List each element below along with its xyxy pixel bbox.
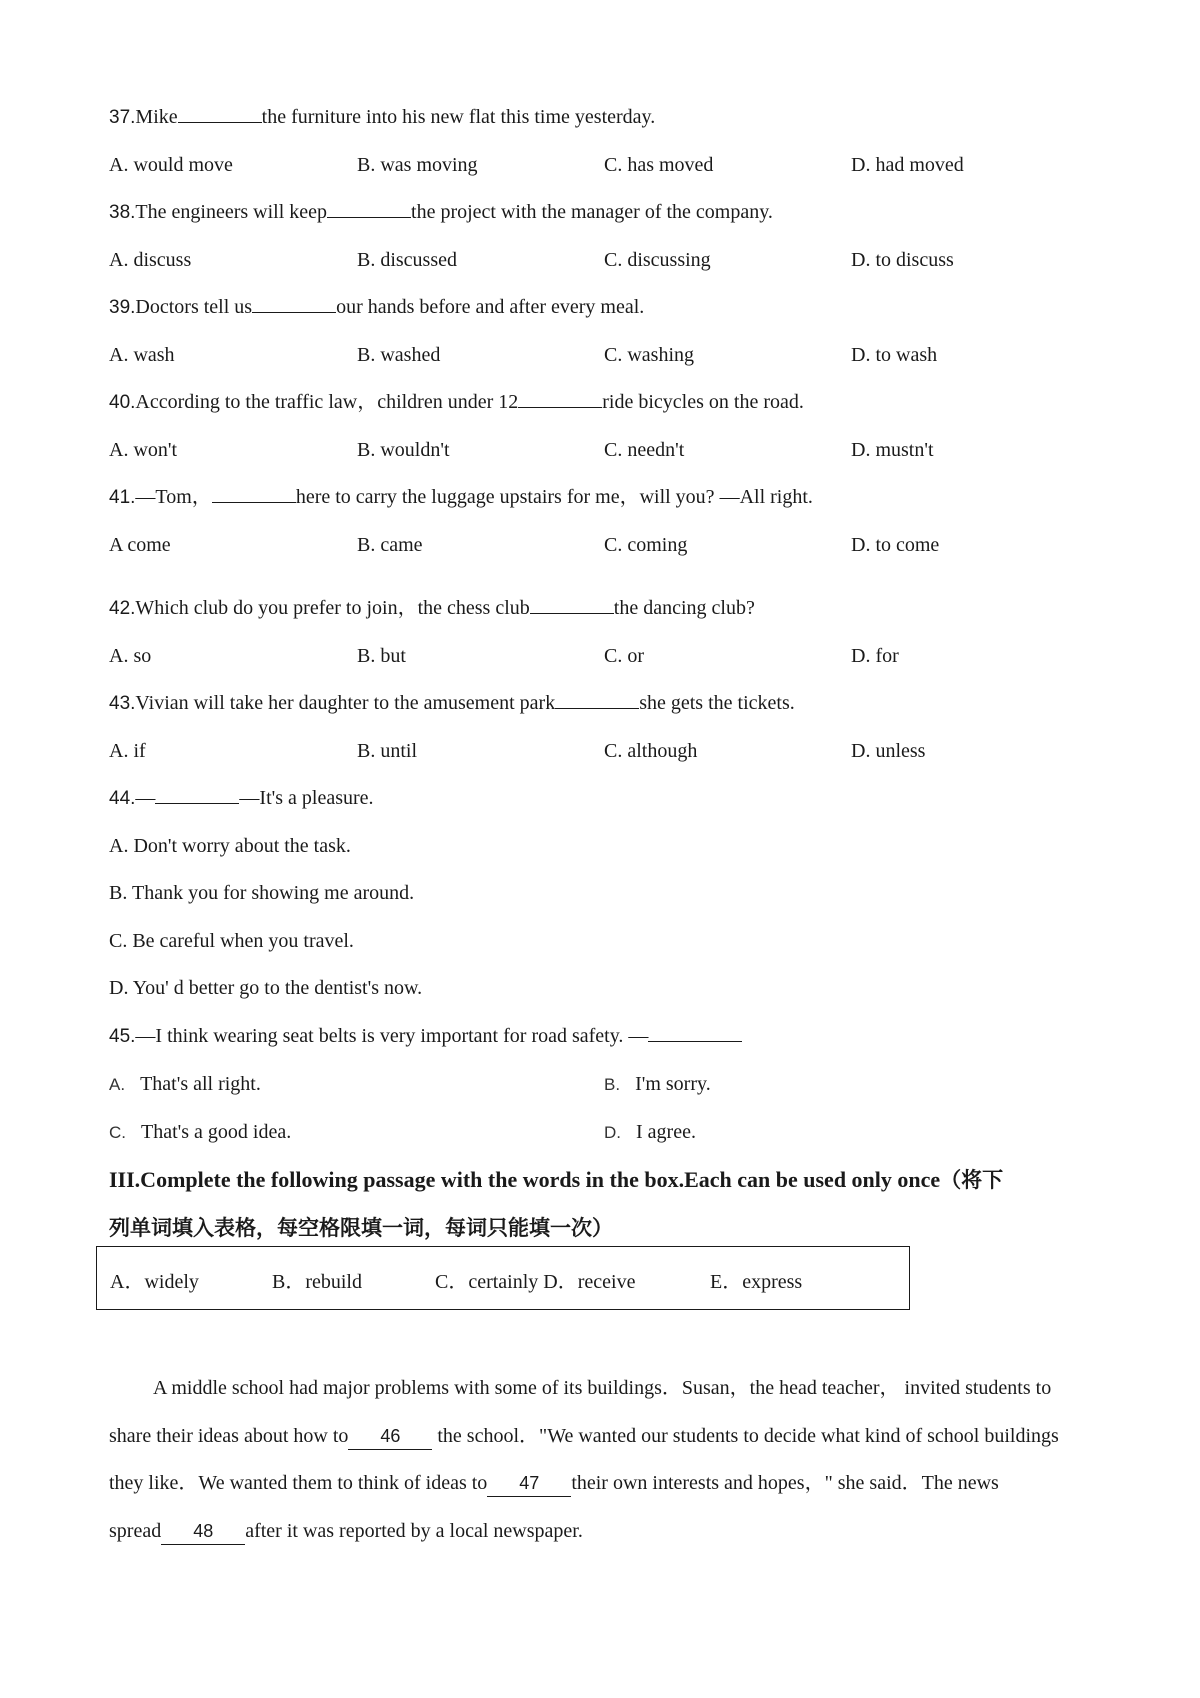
option-b: B. Thank you for showing me around. [109, 882, 415, 904]
option-b: B. was moving [357, 154, 478, 176]
option-b: B. came [357, 534, 423, 556]
answer-blank [252, 294, 336, 313]
question-text: Which club do you prefer to join，the chess club [135, 597, 530, 619]
question-37-stem [109, 104, 655, 131]
option-b: B. until [357, 740, 418, 762]
question-text: she gets the tickets. [639, 692, 795, 714]
answer-blank [212, 484, 296, 503]
question-text: Mike [135, 106, 178, 128]
numbered-blank: 47 [487, 1470, 571, 1497]
question-text: —It's a pleasure. [239, 787, 374, 809]
question-38-stem [109, 199, 773, 226]
question-text: the project with the manager of the company. [411, 201, 773, 223]
answer-blank [530, 595, 614, 614]
option-a: A. wash [109, 344, 175, 366]
answer-blank [155, 785, 239, 804]
option-d: D. for [851, 645, 899, 667]
question-number: 39. [109, 297, 136, 318]
question-42-stem [109, 595, 755, 622]
question-text: the dancing club? [613, 597, 755, 619]
passage-line [109, 1470, 999, 1497]
option-d: D. You' d better go to the dentist's now. [109, 977, 423, 999]
option-text: I agree. [636, 1121, 696, 1143]
option-text: That's a good idea. [141, 1121, 292, 1143]
numbered-blank: 46 [348, 1423, 432, 1450]
section-title-english: III.Complete the following passage with the words in the box.Each can be used only once [109, 1167, 941, 1192]
option-c: C. has moved [604, 154, 714, 176]
option-c: C. or [604, 645, 644, 667]
option-letter: C. [109, 1123, 126, 1142]
option-b: B. but [357, 645, 406, 667]
option-a: A. so [109, 645, 152, 667]
question-number: 42. [109, 598, 136, 619]
option-c: C. needn't [604, 439, 685, 461]
question-text: —Tom， [135, 486, 212, 508]
answer-blank [518, 389, 602, 408]
option-b: B. wouldn't [357, 439, 450, 461]
option-a: A. discuss [109, 249, 192, 271]
question-text: —I think wearing seat belts is very important for road safety. — [135, 1025, 649, 1047]
option-b [604, 1071, 711, 1098]
passage-line: A middle school had major problems with some of its buildings．Susan，the head teacher， invited students to [153, 1377, 1052, 1399]
question-number: 37. [109, 107, 136, 128]
question-text: According to the traffic law，children under 12 [135, 391, 519, 413]
option-d: D. to wash [851, 344, 938, 366]
option-d: D. to discuss [851, 249, 954, 271]
word-option: C．certainly D．receive [435, 1271, 636, 1293]
question-text: Doctors tell us [135, 296, 253, 318]
word-option: B．rebuild [272, 1271, 362, 1293]
word-option: A．widely [110, 1271, 199, 1293]
option-letter: A. [109, 1075, 126, 1094]
option-c: C. discussing [604, 249, 711, 271]
word-box [96, 1246, 910, 1310]
question-number: 38. [109, 202, 136, 223]
option-b: B. discussed [357, 249, 457, 271]
numbered-blank: 48 [161, 1518, 245, 1545]
passage-text: their own interests and hopes，" she said．The news [571, 1472, 999, 1494]
option-d [604, 1119, 696, 1146]
question-number: 43. [109, 693, 136, 714]
word-option: E．express [710, 1271, 803, 1293]
question-39-stem [109, 294, 644, 321]
question-number: 45. [109, 1026, 136, 1047]
question-text: ride bicycles on the road. [602, 391, 804, 413]
option-d: D. to come [851, 534, 940, 556]
option-a: A. if [109, 740, 146, 762]
question-number: 40. [109, 392, 136, 413]
option-c: C. washing [604, 344, 694, 366]
option-a [109, 1071, 261, 1098]
option-a: A. would move [109, 154, 233, 176]
question-number: 44. [109, 788, 136, 809]
passage-text: spread [109, 1520, 162, 1542]
question-44-stem [109, 785, 374, 812]
question-43-stem [109, 690, 795, 717]
passage-text: the school．"We wanted our students to decide what kind of school buildings [432, 1425, 1059, 1447]
passage-text: they like．We wanted them to think of ideas to [109, 1472, 488, 1494]
option-c: C. Be careful when you travel. [109, 930, 354, 952]
passage-text: after it was reported by a local newspaper. [245, 1520, 583, 1542]
question-40-stem [109, 389, 804, 416]
option-c: C. although [604, 740, 698, 762]
option-a: A. won't [109, 439, 178, 461]
option-text: I'm sorry. [635, 1073, 711, 1095]
question-text: here to carry the luggage upstairs for me，will you? —All right. [295, 486, 813, 508]
question-text: — [135, 787, 156, 809]
option-text: That's all right. [140, 1073, 261, 1095]
question-text: The engineers will keep [135, 201, 328, 223]
option-c [109, 1119, 291, 1146]
option-letter: D. [604, 1123, 621, 1142]
option-a: A come [109, 534, 171, 556]
option-d: D. unless [851, 740, 926, 762]
section-title-chinese: （将下 [940, 1168, 1004, 1192]
option-d: D. had moved [851, 154, 964, 176]
section-title-chinese-line: 列单词填入表格，每空格限填一词，每词只能填一次） [109, 1216, 613, 1240]
question-text: our hands before and after every meal. [336, 296, 645, 318]
question-41-stem [109, 484, 813, 511]
option-c: C. coming [604, 534, 688, 556]
question-45-stem [109, 1023, 742, 1050]
passage-line [109, 1518, 583, 1545]
answer-blank [648, 1023, 742, 1042]
answer-blank [555, 690, 639, 709]
passage-line [109, 1423, 1059, 1450]
section-title [109, 1166, 1003, 1194]
option-d: D. mustn't [851, 439, 934, 461]
question-text: Vivian will take her daughter to the amusement park [135, 692, 556, 714]
passage-text: share their ideas about how to [109, 1425, 349, 1447]
question-text: the furniture into his new flat this time yesterday. [261, 106, 656, 128]
answer-blank [178, 104, 262, 123]
option-b: B. washed [357, 344, 441, 366]
option-a: A. Don't worry about the task. [109, 835, 351, 857]
answer-blank [327, 199, 411, 218]
option-letter: B. [604, 1075, 621, 1094]
question-number: 41. [109, 487, 136, 508]
